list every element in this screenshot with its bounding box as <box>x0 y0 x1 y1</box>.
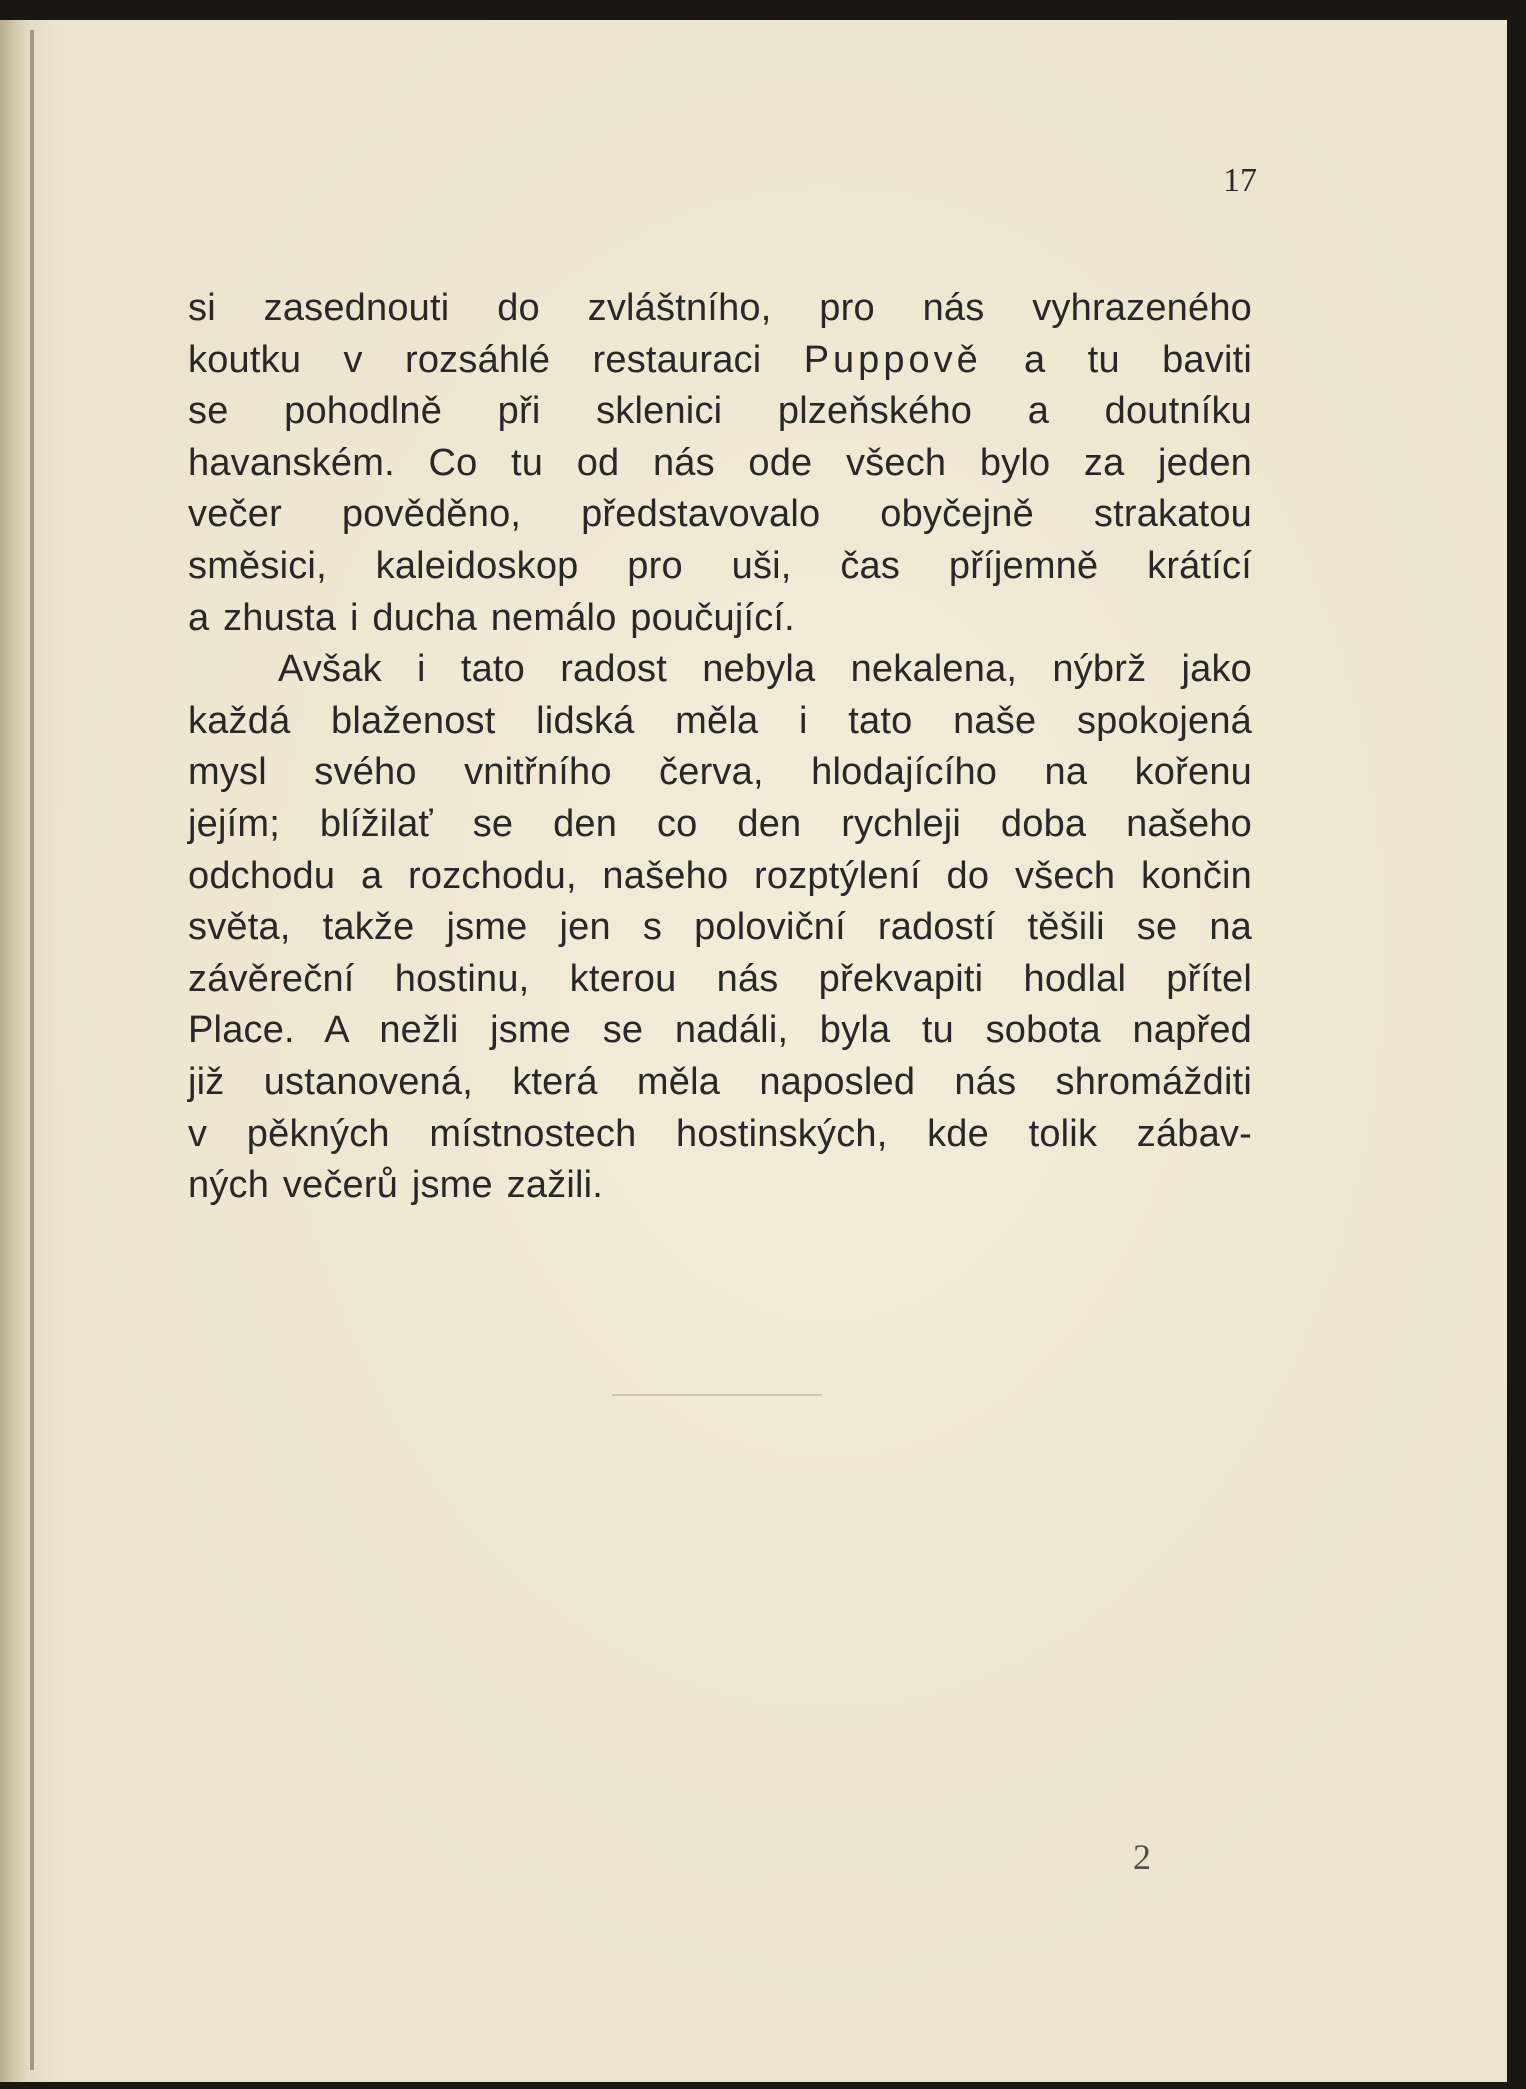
text-line: v pěkných místnostech hostinských, kde tolik zábav- <box>188 1112 1252 1155</box>
page-number: 17 <box>1223 162 1257 199</box>
text-line: si zasednouti do zvláštního, pro nás vyhrazeného <box>188 287 1252 329</box>
text-line: již ustanovená, která měla naposled nás shromážditi <box>188 1060 1252 1103</box>
text-line: havanském. Co tu od nás ode všech bylo za jeden <box>188 441 1252 484</box>
text-line: se pohodlně při sklenici plzeňského a doutníku <box>188 390 1252 433</box>
text-line: večer pověděno, představovalo obyčejně strakatou <box>188 493 1252 536</box>
text-line: ných večerů jsme zažili. <box>188 1164 604 1207</box>
book-page <box>0 20 1507 2082</box>
binding-edge <box>30 30 34 2070</box>
text-line: odchodu a rozchodu, našeho rozptýlení do všech končin <box>188 854 1252 897</box>
text-segment: a tu baviti <box>981 338 1253 381</box>
book-spine-shadow <box>0 20 28 2082</box>
text-line: závěreční hostinu, kterou nás překvapiti hodlal přítel <box>188 957 1252 1000</box>
text-line: jejím; blížilať se den co den rychleji doba našeho <box>188 802 1252 845</box>
text-line <box>188 335 1252 387</box>
paragraph-2 <box>188 644 1252 1212</box>
paragraph-1 <box>188 283 1252 644</box>
text-line: světa, takže jsme jen s poloviční radostí těšili se na <box>188 906 1252 949</box>
text-line: směsici, kaleidoskop pro uši, čas příjemně krátící <box>188 544 1252 587</box>
signature-mark: 2 <box>1133 1837 1151 1877</box>
text-line: Place. A nežli jsme se nadáli, byla tu sobota napřed <box>188 1009 1252 1052</box>
body-text <box>188 283 1252 1212</box>
text-line: mysl svého vnitřního červa, hlodajícího na kořenu <box>188 751 1252 794</box>
spaced-name: Puppově <box>803 338 982 381</box>
text-line: každá blaženost lidská měla i tato naše spokojená <box>188 699 1252 742</box>
text-line: Avšak i tato radost nebyla nekalena, nýbrž jako <box>278 648 1252 691</box>
text-segment: koutku v rozsáhlé restauraci <box>188 338 804 381</box>
text-line: a zhusta i ducha nemálo poučující. <box>188 596 795 639</box>
section-divider <box>612 1394 822 1396</box>
